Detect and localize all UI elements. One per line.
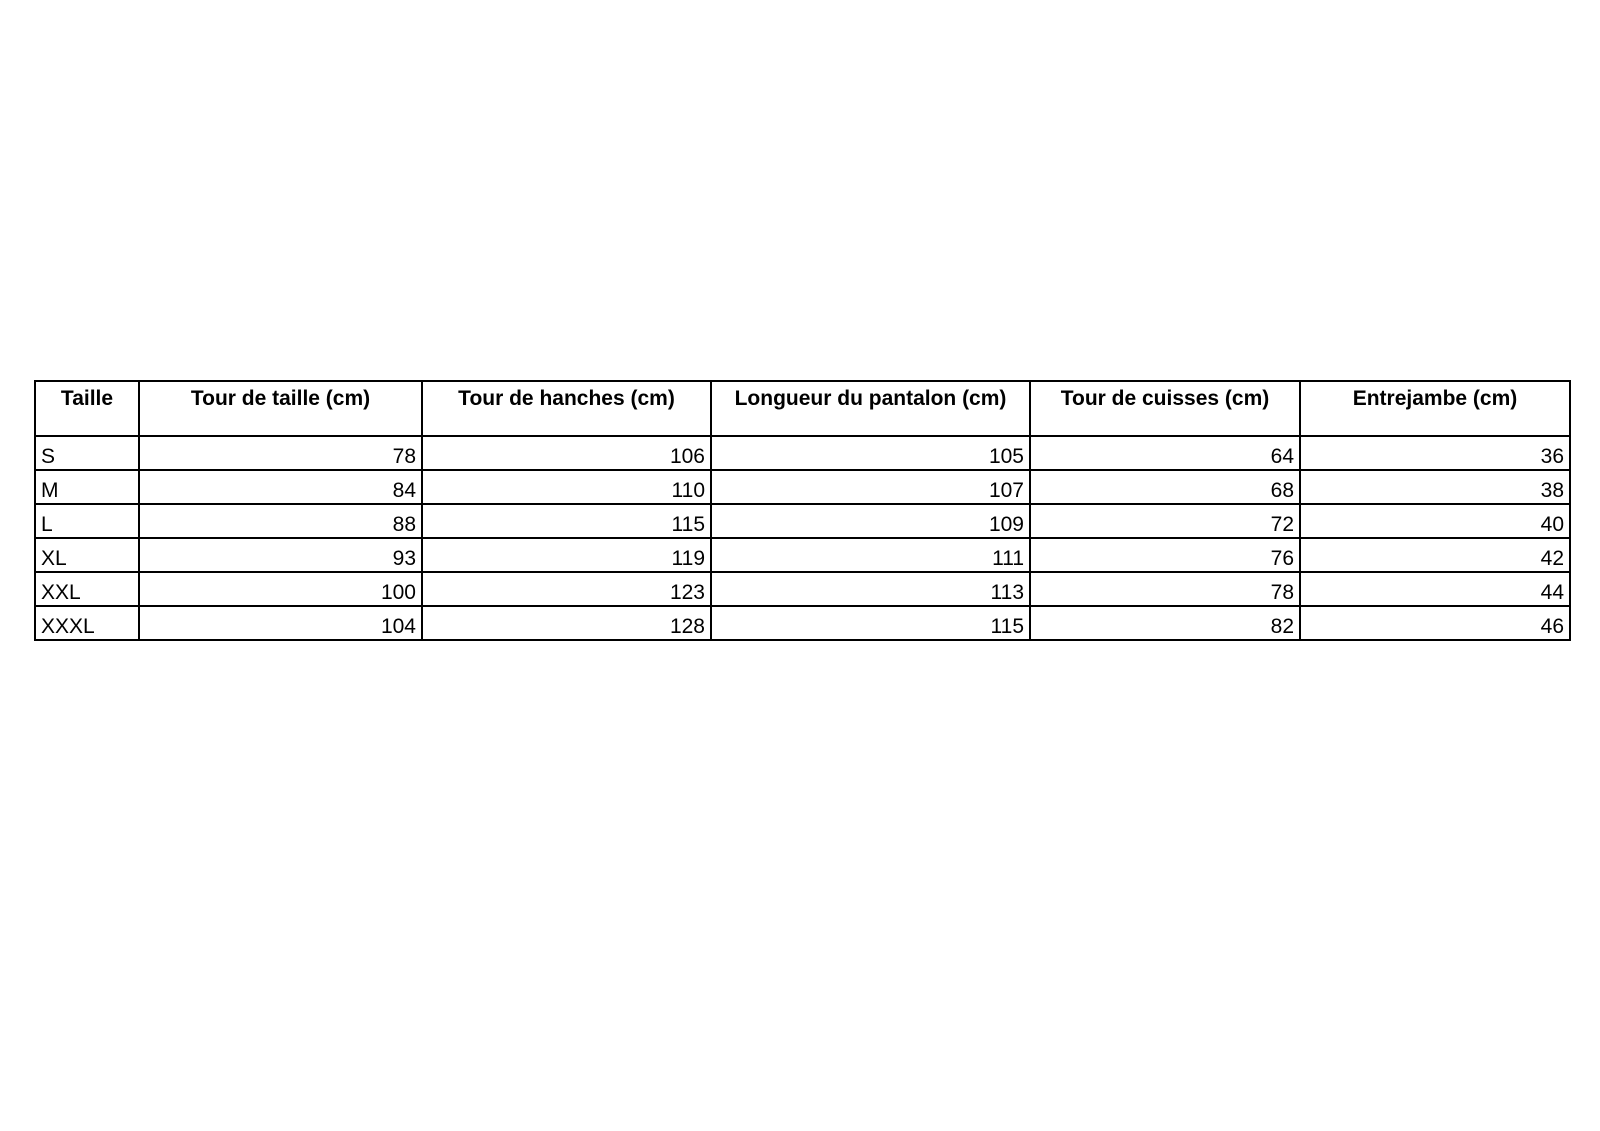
table-row bbox=[35, 470, 1570, 504]
pant-length-cell: 109 bbox=[711, 504, 1030, 538]
thigh-cell: 72 bbox=[1030, 504, 1300, 538]
hips-cell: 106 bbox=[422, 436, 711, 470]
waist-cell: 100 bbox=[139, 572, 422, 606]
size-cell: M bbox=[35, 470, 139, 504]
pant-length-cell: 113 bbox=[711, 572, 1030, 606]
waist-cell: 93 bbox=[139, 538, 422, 572]
size-chart-table bbox=[34, 380, 1571, 641]
waist-cell: 78 bbox=[139, 436, 422, 470]
thigh-cell: 68 bbox=[1030, 470, 1300, 504]
inseam-cell: 40 bbox=[1300, 504, 1570, 538]
inseam-cell: 38 bbox=[1300, 470, 1570, 504]
size-chart-sheet bbox=[34, 380, 1571, 641]
inseam-cell: 44 bbox=[1300, 572, 1570, 606]
waist-cell: 104 bbox=[139, 606, 422, 640]
inseam-cell: 36 bbox=[1300, 436, 1570, 470]
size-cell: S bbox=[35, 436, 139, 470]
table-row bbox=[35, 572, 1570, 606]
thigh-cell: 78 bbox=[1030, 572, 1300, 606]
table-row bbox=[35, 606, 1570, 640]
pant-length-cell: 115 bbox=[711, 606, 1030, 640]
hips-cell: 123 bbox=[422, 572, 711, 606]
header-size: Taille bbox=[35, 381, 139, 436]
header-row bbox=[35, 381, 1570, 436]
size-cell: L bbox=[35, 504, 139, 538]
header-pant-length: Longueur du pantalon (cm) bbox=[711, 381, 1030, 436]
header-waist: Tour de taille (cm) bbox=[139, 381, 422, 436]
size-cell: XL bbox=[35, 538, 139, 572]
inseam-cell: 42 bbox=[1300, 538, 1570, 572]
thigh-cell: 64 bbox=[1030, 436, 1300, 470]
hips-cell: 119 bbox=[422, 538, 711, 572]
hips-cell: 128 bbox=[422, 606, 711, 640]
table-row bbox=[35, 436, 1570, 470]
pant-length-cell: 107 bbox=[711, 470, 1030, 504]
table-row bbox=[35, 538, 1570, 572]
waist-cell: 84 bbox=[139, 470, 422, 504]
inseam-cell: 46 bbox=[1300, 606, 1570, 640]
header-thigh: Tour de cuisses (cm) bbox=[1030, 381, 1300, 436]
hips-cell: 110 bbox=[422, 470, 711, 504]
thigh-cell: 82 bbox=[1030, 606, 1300, 640]
pant-length-cell: 105 bbox=[711, 436, 1030, 470]
size-cell: XXL bbox=[35, 572, 139, 606]
hips-cell: 115 bbox=[422, 504, 711, 538]
header-hips: Tour de hanches (cm) bbox=[422, 381, 711, 436]
thigh-cell: 76 bbox=[1030, 538, 1300, 572]
waist-cell: 88 bbox=[139, 504, 422, 538]
table-row bbox=[35, 504, 1570, 538]
size-cell: XXXL bbox=[35, 606, 139, 640]
header-inseam: Entrejambe (cm) bbox=[1300, 381, 1570, 436]
pant-length-cell: 111 bbox=[711, 538, 1030, 572]
